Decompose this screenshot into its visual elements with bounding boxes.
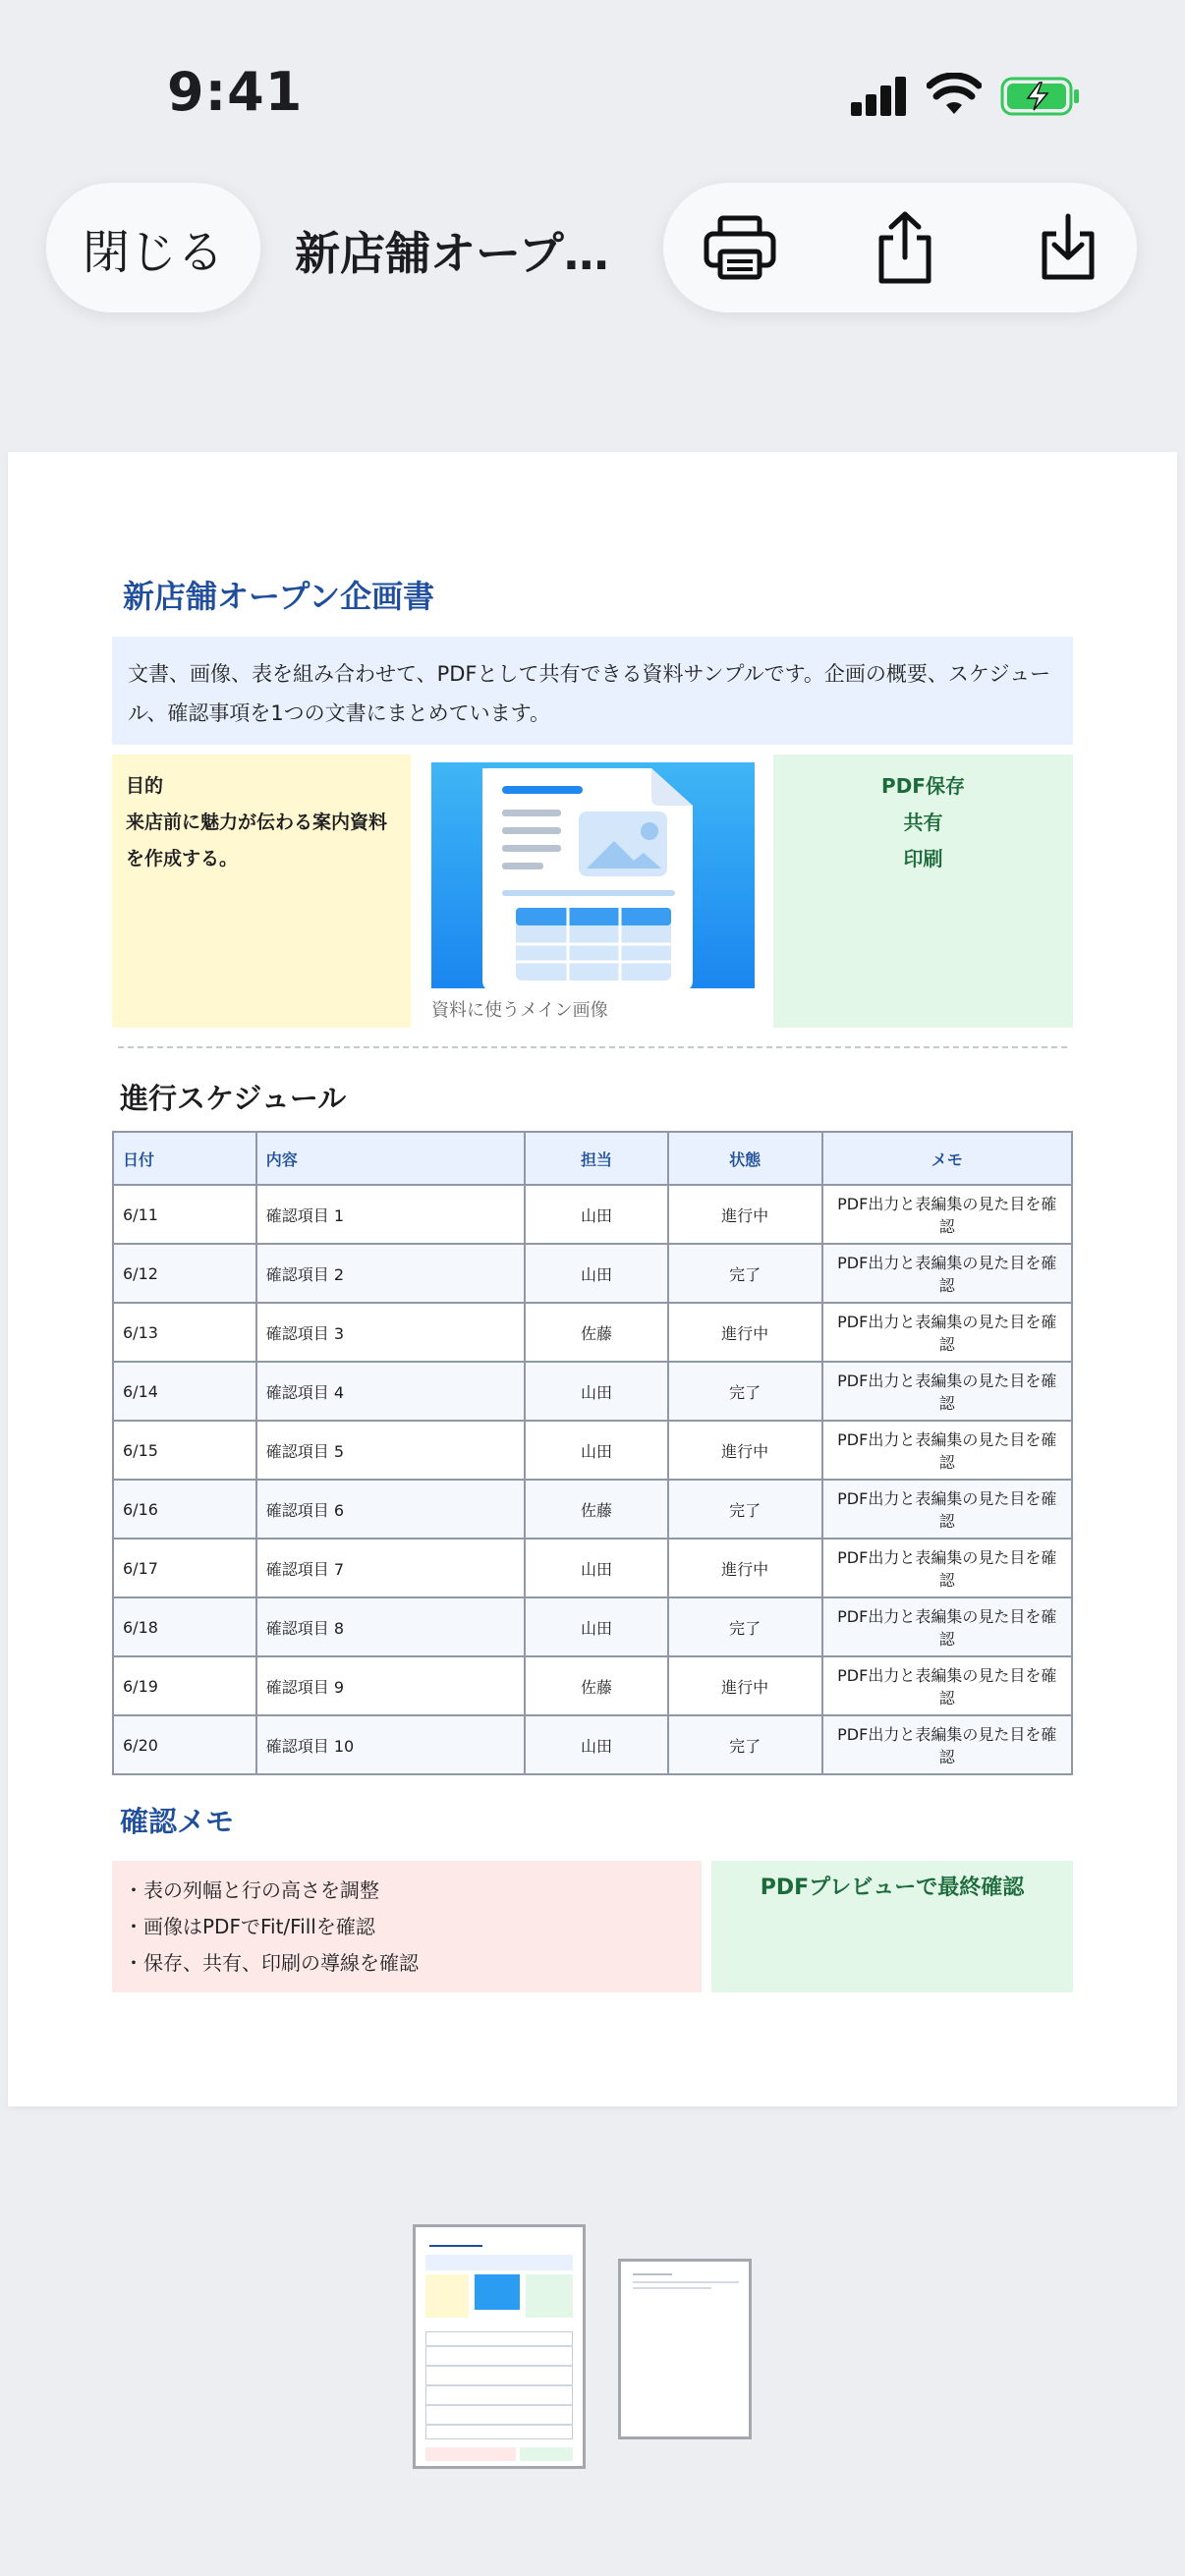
cell-owner: 山田 <box>525 1597 668 1656</box>
cell-content: 確認項目 8 <box>256 1597 525 1656</box>
header-memo: メモ <box>822 1132 1073 1185</box>
wifi-icon <box>927 73 982 116</box>
cell-content: 確認項目 4 <box>256 1362 525 1421</box>
memo-item: ・画像はPDFでFit/Fillを確認 <box>124 1915 375 1938</box>
header-date: 日付 <box>113 1132 256 1185</box>
action-share: 共有 <box>903 811 943 834</box>
table-row <box>113 1539 1072 1597</box>
cell-date: 6/15 <box>113 1421 256 1480</box>
page-thumbnail-2[interactable] <box>618 2259 752 2439</box>
print-button[interactable] <box>691 202 789 293</box>
cell-content: 確認項目 10 <box>256 1715 525 1774</box>
cell-owner: 山田 <box>525 1421 668 1480</box>
cell-memo: PDF出力と表編集の見た目を確認 <box>822 1539 1073 1597</box>
header-status: 状態 <box>668 1132 822 1185</box>
action-pdf-save: PDF保存 <box>881 774 965 798</box>
cell-memo: PDF出力と表編集の見た目を確認 <box>822 1597 1073 1656</box>
image-caption: 資料に使うメイン画像 <box>431 1000 608 1021</box>
table-row <box>113 1421 1072 1480</box>
table-row <box>113 1656 1072 1715</box>
share-icon <box>874 210 936 285</box>
cell-owner: 佐藤 <box>525 1480 668 1539</box>
share-button[interactable] <box>856 202 954 293</box>
cell-status: 完了 <box>668 1362 822 1421</box>
table-row <box>113 1303 1072 1362</box>
cell-status: 進行中 <box>668 1185 822 1244</box>
cell-memo: PDF出力と表編集の見た目を確認 <box>822 1656 1073 1715</box>
cell-date: 6/11 <box>113 1185 256 1244</box>
cell-status: 進行中 <box>668 1303 822 1362</box>
table-row <box>113 1244 1072 1303</box>
output-actions-box <box>773 755 1073 1028</box>
intro-box: 文書、画像、表を組み合わせて、PDFとして共有できる資料サンプルです。企画の概要、スケジュール、確認事項を1つの文書にまとめています。 <box>112 637 1073 745</box>
cell-date: 6/19 <box>113 1656 256 1715</box>
cell-status: 完了 <box>668 1480 822 1539</box>
cell-owner: 山田 <box>525 1715 668 1774</box>
document-title: 新店舗オープ… <box>295 227 609 280</box>
cell-date: 6/20 <box>113 1715 256 1774</box>
cell-date: 6/18 <box>113 1597 256 1656</box>
cell-status: 完了 <box>668 1715 822 1774</box>
cell-memo: PDF出力と表編集の見た目を確認 <box>822 1480 1073 1539</box>
cell-owner: 佐藤 <box>525 1303 668 1362</box>
download-button[interactable] <box>1019 202 1117 293</box>
pdf-page[interactable] <box>8 452 1177 2106</box>
purpose-title: 目的 <box>126 775 164 797</box>
page-thumbnail-1[interactable] <box>413 2224 586 2469</box>
table-header-row <box>113 1132 1072 1185</box>
purpose-text: 来店前に魅力が伝わる案内資料を作成する。 <box>126 812 388 869</box>
action-print: 印刷 <box>903 847 943 870</box>
table-row <box>113 1480 1072 1539</box>
document-illustration-icon <box>431 762 755 988</box>
main-image <box>431 762 755 988</box>
cell-status: 進行中 <box>668 1539 822 1597</box>
battery-charging-icon <box>1000 77 1081 116</box>
cell-content: 確認項目 2 <box>256 1244 525 1303</box>
cell-status: 進行中 <box>668 1421 822 1480</box>
section-divider <box>118 1046 1067 1048</box>
close-button[interactable]: 閉じる <box>46 183 260 312</box>
document-heading: 新店舗オープン企画書 <box>123 578 435 615</box>
table-row <box>113 1362 1072 1421</box>
header-content: 内容 <box>256 1132 525 1185</box>
schedule-heading: 進行スケジュール <box>120 1082 347 1115</box>
cell-status: 完了 <box>668 1244 822 1303</box>
memo-note-box: PDFプレビューで最終確認 <box>711 1861 1073 1992</box>
cell-date: 6/17 <box>113 1539 256 1597</box>
table-row <box>113 1597 1072 1656</box>
cell-status: 完了 <box>668 1597 822 1656</box>
cell-content: 確認項目 5 <box>256 1421 525 1480</box>
cell-owner: 山田 <box>525 1244 668 1303</box>
cell-date: 6/12 <box>113 1244 256 1303</box>
table-row <box>113 1185 1072 1244</box>
download-icon <box>1037 212 1100 283</box>
memo-item: ・保存、共有、印刷の導線を確認 <box>124 1951 419 1975</box>
cell-memo: PDF出力と表編集の見た目を確認 <box>822 1303 1073 1362</box>
cell-date: 6/13 <box>113 1303 256 1362</box>
memo-item: ・表の列幅と行の高さを調整 <box>124 1878 379 1902</box>
header-owner: 担当 <box>525 1132 668 1185</box>
status-time: 9:41 <box>167 61 304 123</box>
cell-date: 6/14 <box>113 1362 256 1421</box>
cell-owner: 山田 <box>525 1185 668 1244</box>
cell-owner: 佐藤 <box>525 1656 668 1715</box>
cell-memo: PDF出力と表編集の見た目を確認 <box>822 1421 1073 1480</box>
memo-box <box>112 1861 702 1992</box>
cell-memo: PDF出力と表編集の見た目を確認 <box>822 1362 1073 1421</box>
cell-content: 確認項目 6 <box>256 1480 525 1539</box>
toolbar-actions <box>663 183 1137 312</box>
cell-content: 確認項目 9 <box>256 1656 525 1715</box>
schedule-table <box>112 1131 1073 1775</box>
cell-memo: PDF出力と表編集の見た目を確認 <box>822 1185 1073 1244</box>
cell-memo: PDF出力と表編集の見た目を確認 <box>822 1715 1073 1774</box>
cell-date: 6/16 <box>113 1480 256 1539</box>
cell-content: 確認項目 1 <box>256 1185 525 1244</box>
cell-memo: PDF出力と表編集の見た目を確認 <box>822 1244 1073 1303</box>
cell-content: 確認項目 3 <box>256 1303 525 1362</box>
cellular-signal-icon <box>851 77 908 116</box>
cell-content: 確認項目 7 <box>256 1539 525 1597</box>
cell-status: 進行中 <box>668 1656 822 1715</box>
memo-heading: 確認メモ <box>120 1805 235 1838</box>
purpose-box <box>112 755 411 1028</box>
status-bar <box>0 0 1185 187</box>
printer-icon <box>703 214 777 281</box>
table-row <box>113 1715 1072 1774</box>
cell-owner: 山田 <box>525 1362 668 1421</box>
cell-owner: 山田 <box>525 1539 668 1597</box>
